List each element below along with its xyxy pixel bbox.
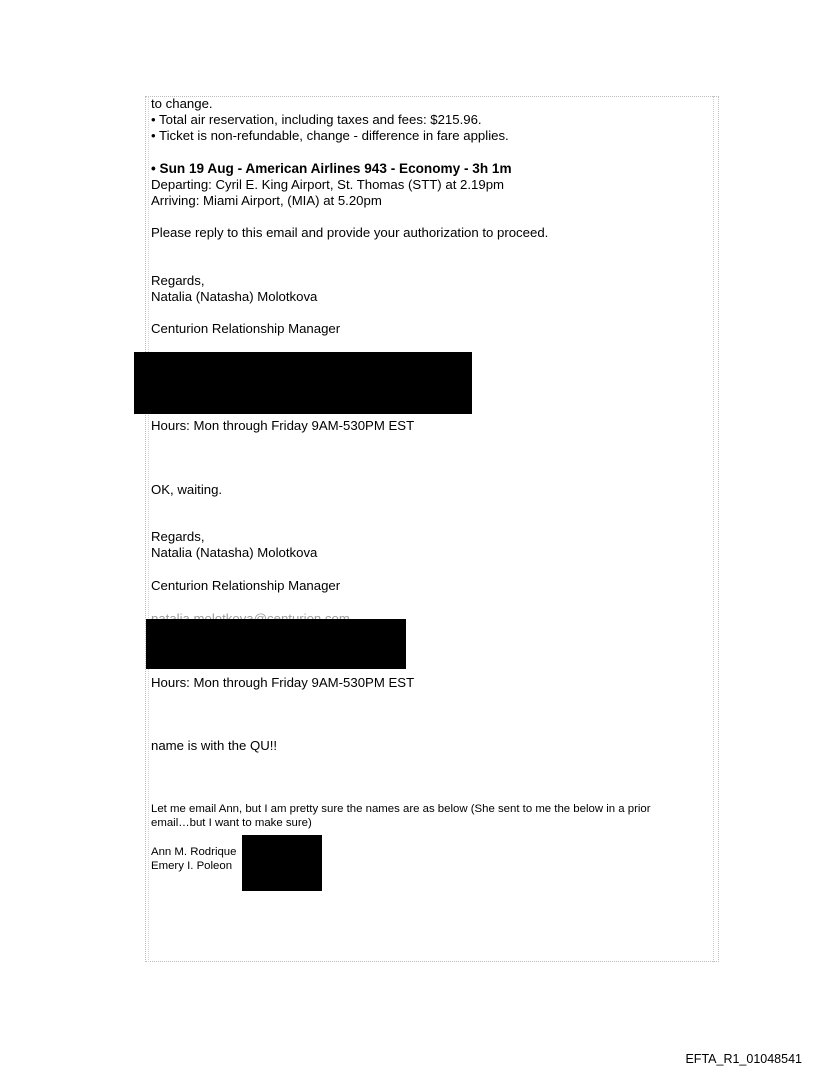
redaction-block: [146, 619, 406, 669]
hours-line: Hours: Mon through Friday 9AM-530PM EST: [151, 675, 415, 690]
frame-divider-left: [148, 96, 150, 962]
note-line: Let me email Ann, but I am pretty sure the names are as below (She sent to me the below in a prior: [151, 803, 651, 815]
signature-name: Natalia (Natasha) Molotkova: [151, 289, 318, 304]
reply-ok: OK, waiting.: [151, 482, 223, 497]
document-id: EFTA_R1_01048541: [685, 1052, 802, 1066]
departing-line: Departing: Cyril E. King Airport, St. Thomas (STT) at 2.19pm: [151, 177, 505, 192]
hours-line: Hours: Mon through Friday 9AM-530PM EST: [151, 418, 415, 433]
regards-line: Regards,: [151, 529, 205, 544]
flight-header: • Sun 19 Aug - American Airlines 943 - Economy - 3h 1m: [151, 161, 512, 176]
redaction-block: [242, 835, 322, 891]
name-ann: Ann M. Rodrique: [151, 846, 237, 858]
redaction-block: [134, 352, 472, 414]
signature-name: Natalia (Natasha) Molotkova: [151, 545, 318, 560]
note-line: email…but I want to make sure): [151, 817, 312, 829]
arriving-line: Arriving: Miami Airport, (MIA) at 5.20pm: [151, 193, 382, 208]
signature-title: Centurion Relationship Manager: [151, 321, 341, 336]
text-line: to change.: [151, 96, 213, 111]
bullet-total-fare: • Total air reservation, including taxes and fees: $215.96.: [151, 112, 482, 127]
bullet-ticket-terms: • Ticket is non-refundable, change - difference in fare applies.: [151, 128, 509, 143]
regards-line: Regards,: [151, 273, 205, 288]
frame-divider-right: [713, 96, 715, 962]
reply-request: Please reply to this email and provide your authorization to proceed.: [151, 225, 549, 240]
name-emery: Emery I. Poleon: [151, 860, 233, 872]
signature-title: Centurion Relationship Manager: [151, 578, 341, 593]
qu-line: name is with the QU!!: [151, 738, 278, 753]
